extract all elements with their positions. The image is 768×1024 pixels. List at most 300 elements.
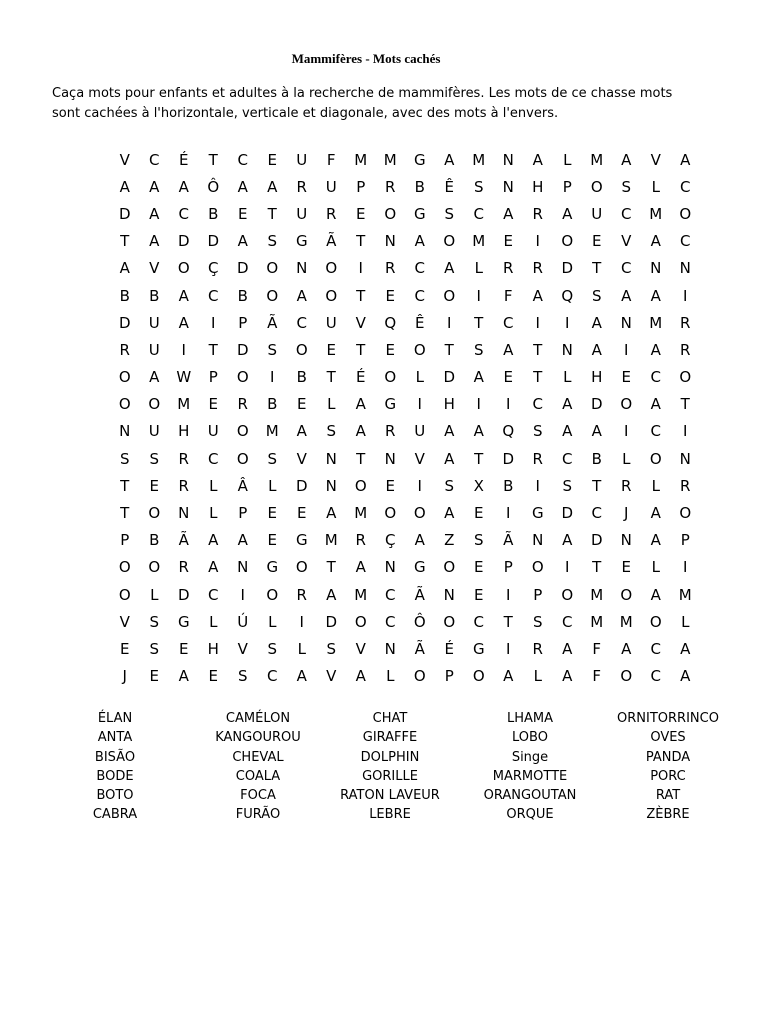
grid-letter: I — [447, 313, 452, 332]
grid-letter: O — [295, 340, 308, 359]
grid-letter: L — [209, 504, 218, 523]
grid-letter: R — [532, 259, 543, 278]
grid-letter: C — [149, 150, 160, 169]
word-list-item: LHAMA — [506, 711, 554, 726]
grid-letter: L — [415, 368, 424, 387]
grid-letter: Ã — [414, 585, 425, 604]
grid-letter: N — [620, 313, 632, 332]
grid-letter: A — [444, 422, 455, 441]
grid-letter: O — [679, 504, 692, 523]
word-list-column-1 — [40, 709, 190, 825]
grid-letter: V — [355, 639, 366, 658]
grid-row — [110, 309, 700, 336]
word-list-column-2 — [183, 709, 333, 825]
grid-letter: U — [414, 422, 426, 441]
grid-letter: O — [118, 395, 131, 414]
grid-letter: T — [120, 232, 130, 251]
grid-letter: D — [590, 531, 603, 550]
grid-letter: A — [562, 531, 573, 550]
grid-letter: C — [473, 204, 484, 223]
grid-letter: E — [474, 558, 484, 577]
grid-letter: O — [266, 259, 279, 278]
grid-letter: S — [473, 177, 484, 196]
grid-letter: E — [621, 558, 631, 577]
grid-letter: S — [119, 449, 130, 468]
word-list-item: CHAT — [372, 711, 408, 726]
grid-letter: E — [326, 340, 336, 359]
grid-letter: O — [295, 558, 308, 577]
grid-letter: A — [621, 150, 632, 169]
grid-letter: U — [591, 204, 603, 223]
grid-letter: A — [296, 422, 307, 441]
grid-letter: I — [565, 558, 570, 577]
grid-row — [110, 255, 700, 282]
grid-letter: G — [384, 395, 397, 414]
grid-letter: A — [650, 504, 661, 523]
grid-letter: M — [678, 585, 692, 604]
grid-letter: O — [561, 585, 574, 604]
grid-letter: S — [591, 286, 602, 305]
grid-letter: N — [178, 504, 190, 523]
grid-letter: M — [590, 612, 604, 631]
grid-letter: O — [531, 558, 544, 577]
grid-letter: N — [119, 422, 131, 441]
grid-letter: R — [178, 476, 189, 495]
word-list-item: CAMÉLON — [225, 711, 291, 726]
word-list-item: PORC — [650, 768, 686, 784]
grid-letter: N — [679, 449, 691, 468]
grid-letter: M — [354, 504, 368, 523]
grid-letter: T — [533, 340, 543, 359]
grid-letter: A — [532, 150, 543, 169]
grid-letter: S — [473, 340, 484, 359]
grid-letter: É — [356, 368, 366, 387]
grid-letter: U — [207, 422, 219, 441]
grid-letter: E — [503, 232, 513, 251]
grid-letter: J — [122, 667, 127, 686]
word-list-item: OVES — [650, 730, 686, 746]
grid-letter: O — [443, 558, 456, 577]
instructions-line-1: Caça mots pour enfants et adultes à la recherche de mammifères. Les mots de ce chasse mots — [52, 86, 673, 101]
grid-letter: S — [532, 422, 543, 441]
grid-row — [110, 472, 700, 499]
grid-letter: E — [179, 639, 189, 658]
grid-letter: E — [385, 476, 395, 495]
grid-letter: Q — [502, 422, 515, 441]
grid-letter: U — [148, 340, 160, 359]
grid-letter: S — [149, 449, 160, 468]
grid-letter: L — [268, 612, 277, 631]
grid-letter: U — [296, 150, 308, 169]
grid-letter: D — [561, 259, 574, 278]
grid-row — [110, 499, 700, 526]
grid-letter: I — [417, 476, 422, 495]
grid-letter: H — [178, 422, 190, 441]
grid-letter: G — [413, 558, 426, 577]
grid-letter: P — [444, 667, 454, 686]
grid-letter: I — [417, 395, 422, 414]
word-list-item: LOBO — [512, 730, 548, 746]
grid-letter: S — [444, 204, 455, 223]
grid-letter: I — [506, 395, 511, 414]
grid-letter: L — [651, 177, 660, 196]
grid-letter: C — [385, 612, 396, 631]
grid-letter: M — [472, 150, 486, 169]
grid-letter: D — [207, 232, 220, 251]
grid-letter: O — [620, 667, 633, 686]
grid-letter: A — [296, 286, 307, 305]
grid-letter: A — [237, 177, 248, 196]
grid-letter: Ã — [503, 531, 514, 550]
word-list-item: BODE — [96, 768, 134, 784]
grid-letter: O — [148, 558, 161, 577]
grid-letter: C — [621, 204, 632, 223]
grid-letter: T — [356, 286, 366, 305]
grid-letter: V — [149, 259, 160, 278]
grid-letter: D — [177, 232, 190, 251]
grid-letter: A — [621, 639, 632, 658]
grid-letter: Â — [237, 476, 248, 495]
grid-letter: F — [326, 150, 336, 169]
grid-letter: N — [532, 531, 544, 550]
grid-letter: C — [503, 313, 514, 332]
grid-letter: T — [356, 232, 366, 251]
grid-letter: C — [650, 639, 661, 658]
word-list-item: ÉLAN — [97, 711, 133, 726]
grid-letter: G — [413, 204, 426, 223]
grid-letter: O — [236, 449, 249, 468]
grid-letter: B — [267, 395, 278, 414]
grid-letter: M — [265, 422, 279, 441]
grid-letter: M — [649, 313, 663, 332]
grid-letter: E — [385, 286, 395, 305]
grid-letter: N — [561, 340, 573, 359]
grid-letter: A — [237, 232, 248, 251]
grid-letter: G — [177, 612, 190, 631]
word-list-item: KANGOUROU — [215, 730, 301, 746]
grid-letter: I — [506, 639, 511, 658]
grid-letter: R — [532, 639, 543, 658]
grid-letter: N — [237, 558, 249, 577]
grid-letter: E — [149, 476, 159, 495]
grid-letter: O — [443, 286, 456, 305]
grid-letter: I — [535, 313, 540, 332]
grid-letter: M — [472, 232, 486, 251]
grid-letter: R — [178, 558, 189, 577]
grid-letter: E — [120, 639, 130, 658]
grid-letter: A — [178, 286, 189, 305]
grid-letter: O — [472, 667, 485, 686]
grid-letter: O — [148, 504, 161, 523]
grid-letter: A — [208, 531, 219, 550]
word-list-item: GIRAFFE — [362, 730, 418, 746]
grid-letter: Ô — [413, 612, 426, 631]
grid-letter: G — [413, 150, 426, 169]
grid-letter: A — [621, 286, 632, 305]
grid-letter: N — [620, 531, 632, 550]
word-list-item: ORNITORRINCO — [617, 711, 719, 726]
grid-letter: O — [649, 612, 662, 631]
word-list-item: BOTO — [96, 788, 134, 804]
grid-letter: A — [414, 232, 425, 251]
grid-row — [110, 527, 700, 554]
grid-letter: T — [326, 558, 336, 577]
grid-letter: A — [414, 531, 425, 550]
grid-letter: R — [385, 259, 396, 278]
grid-letter: A — [149, 232, 160, 251]
grid-letter: A — [444, 150, 455, 169]
grid-letter: C — [562, 449, 573, 468]
grid-letter: U — [325, 313, 337, 332]
grid-letter: S — [149, 612, 160, 631]
grid-letter: I — [683, 286, 688, 305]
grid-letter: D — [502, 449, 515, 468]
grid-letter: S — [149, 639, 160, 658]
grid-letter: E — [621, 368, 631, 387]
grid-letter: N — [384, 232, 396, 251]
grid-letter: T — [120, 504, 130, 523]
grid-letter: D — [590, 395, 603, 414]
grid-letter: B — [208, 204, 219, 223]
grid-letter: S — [326, 639, 337, 658]
grid-letter: X — [473, 476, 484, 495]
grid-letter: V — [414, 449, 425, 468]
grid-letter: R — [680, 340, 691, 359]
grid-letter: T — [120, 476, 130, 495]
grid-letter: T — [326, 368, 336, 387]
grid-letter: A — [680, 639, 691, 658]
grid-row — [110, 581, 700, 608]
grid-letter: A — [444, 504, 455, 523]
grid-letter: G — [295, 232, 308, 251]
grid-letter: L — [297, 639, 306, 658]
word-list-item: LEBRE — [369, 807, 411, 823]
grid-letter: T — [592, 476, 602, 495]
grid-letter: O — [266, 585, 279, 604]
grid-letter: L — [327, 395, 336, 414]
grid-letter: A — [267, 177, 278, 196]
grid-letter: R — [296, 177, 307, 196]
grid-letter: V — [237, 639, 248, 658]
grid-letter: A — [149, 204, 160, 223]
grid-letter: B — [591, 449, 602, 468]
grid-letter: C — [208, 585, 219, 604]
grid-letter: F — [592, 667, 602, 686]
grid-letter: O — [679, 204, 692, 223]
grid-letter: R — [237, 395, 248, 414]
grid-letter: A — [503, 340, 514, 359]
word-list-item: GORILLE — [362, 768, 418, 784]
word-list-item: MARMOTTE — [492, 768, 568, 784]
grid-letter: O — [590, 177, 603, 196]
grid-letter: O — [384, 368, 397, 387]
grid-letter: B — [149, 531, 160, 550]
grid-row — [110, 663, 700, 690]
grid-letter: M — [177, 395, 191, 414]
grid-letter: E — [385, 340, 395, 359]
grid-letter: O — [413, 340, 426, 359]
grid-letter: F — [592, 639, 602, 658]
grid-letter: P — [120, 531, 130, 550]
word-list-item: CABRA — [92, 807, 138, 823]
grid-letter: I — [476, 286, 481, 305]
grid-letter: A — [680, 150, 691, 169]
grid-letter: R — [385, 422, 396, 441]
grid-letter: A — [503, 204, 514, 223]
grid-row — [110, 391, 700, 418]
grid-letter: E — [474, 585, 484, 604]
grid-letter: Z — [444, 531, 455, 550]
grid-letter: D — [295, 476, 308, 495]
grid-letter: E — [356, 204, 366, 223]
grid-letter: R — [178, 449, 189, 468]
grid-letter: É — [444, 639, 454, 658]
grid-letter: A — [562, 395, 573, 414]
grid-letter: A — [650, 395, 661, 414]
grid-letter: H — [532, 177, 544, 196]
grid-letter: M — [649, 204, 663, 223]
word-list-item: ORQUE — [506, 807, 554, 823]
grid-letter: A — [591, 313, 602, 332]
grid-letter: A — [149, 177, 160, 196]
grid-letter: T — [356, 340, 366, 359]
grid-letter: A — [562, 204, 573, 223]
grid-letter: B — [296, 368, 307, 387]
grid-letter: A — [562, 422, 573, 441]
grid-letter: E — [297, 395, 307, 414]
grid-letter: A — [355, 422, 366, 441]
grid-letter: E — [208, 667, 218, 686]
grid-letter: I — [624, 340, 629, 359]
grid-letter: M — [590, 585, 604, 604]
grid-letter: N — [502, 150, 514, 169]
word-list-column-5 — [593, 709, 743, 825]
grid-letter: O — [118, 368, 131, 387]
grid-letter: U — [325, 177, 337, 196]
grid-letter: D — [118, 313, 131, 332]
grid-letter: Ê — [444, 177, 454, 196]
grid-letter: L — [209, 476, 218, 495]
grid-letter: V — [355, 313, 366, 332]
grid-letter: I — [535, 232, 540, 251]
grid-letter: V — [650, 150, 661, 169]
grid-letter: C — [237, 150, 248, 169]
word-list-column-4 — [455, 709, 605, 825]
grid-row — [110, 554, 700, 581]
grid-letter: C — [178, 204, 189, 223]
grid-letter: A — [178, 177, 189, 196]
grid-letter: O — [325, 259, 338, 278]
grid-letter: A — [355, 667, 366, 686]
grid-letter: C — [532, 395, 543, 414]
grid-letter: I — [299, 612, 304, 631]
grid-letter: C — [208, 286, 219, 305]
grid-letter: A — [296, 667, 307, 686]
grid-row — [110, 445, 700, 472]
grid-row — [110, 418, 700, 445]
grid-letter: E — [267, 504, 277, 523]
grid-letter: L — [651, 476, 660, 495]
grid-letter: L — [268, 476, 277, 495]
word-list-item: PANDA — [645, 749, 691, 765]
grid-letter: R — [385, 177, 396, 196]
grid-letter: B — [503, 476, 514, 495]
grid-row — [110, 336, 700, 363]
grid-letter: G — [472, 639, 485, 658]
grid-letter: É — [179, 150, 189, 169]
grid-letter: D — [236, 340, 249, 359]
grid-letter: W — [176, 368, 192, 387]
word-search-grid — [110, 146, 700, 690]
grid-letter: S — [621, 177, 632, 196]
grid-letter: S — [267, 340, 278, 359]
grid-letter: C — [591, 504, 602, 523]
grid-letter: R — [680, 476, 691, 495]
grid-letter: T — [680, 395, 690, 414]
grid-letter: B — [149, 286, 160, 305]
grid-letter: L — [622, 449, 631, 468]
grid-letter: D — [325, 612, 338, 631]
grid-letter: R — [503, 259, 514, 278]
grid-letter: L — [563, 150, 572, 169]
grid-letter: C — [267, 667, 278, 686]
grid-letter: L — [209, 612, 218, 631]
grid-letter: O — [413, 667, 426, 686]
grid-letter: S — [326, 422, 337, 441]
grid-letter: J — [624, 504, 629, 523]
grid-letter: L — [474, 259, 483, 278]
grid-row — [110, 282, 700, 309]
grid-letter: O — [649, 449, 662, 468]
grid-letter: Ã — [326, 232, 337, 251]
grid-letter: S — [237, 667, 248, 686]
grid-letter: R — [326, 204, 337, 223]
grid-letter: T — [592, 259, 602, 278]
page-title: Mammifères - Mots cachés — [291, 51, 441, 66]
grid-letter: N — [384, 639, 396, 658]
grid-letter: M — [619, 612, 633, 631]
grid-letter: G — [266, 558, 279, 577]
grid-letter: O — [118, 558, 131, 577]
grid-letter: S — [562, 476, 573, 495]
grid-letter: O — [354, 476, 367, 495]
grid-letter: E — [592, 232, 602, 251]
grid-letter: A — [680, 667, 691, 686]
grid-letter: A — [591, 340, 602, 359]
grid-letter: T — [444, 340, 454, 359]
grid-letter: A — [119, 177, 130, 196]
grid-letter: C — [650, 368, 661, 387]
grid-letter: A — [326, 504, 337, 523]
grid-letter: A — [532, 286, 543, 305]
grid-letter: O — [384, 504, 397, 523]
grid-letter: N — [502, 177, 514, 196]
grid-letter: T — [592, 558, 602, 577]
grid-letter: Ú — [237, 612, 249, 631]
grid-letter: T — [208, 150, 218, 169]
grid-letter: L — [563, 368, 572, 387]
grid-letter: L — [651, 558, 660, 577]
grid-letter: V — [621, 232, 632, 251]
grid-row — [110, 228, 700, 255]
word-list-item: ORANGOUTAN — [483, 788, 577, 804]
grid-letter: O — [177, 259, 190, 278]
grid-letter: O — [118, 585, 131, 604]
grid-letter: A — [149, 368, 160, 387]
grid-row — [110, 635, 700, 662]
grid-letter: I — [506, 504, 511, 523]
grid-letter: A — [650, 531, 661, 550]
